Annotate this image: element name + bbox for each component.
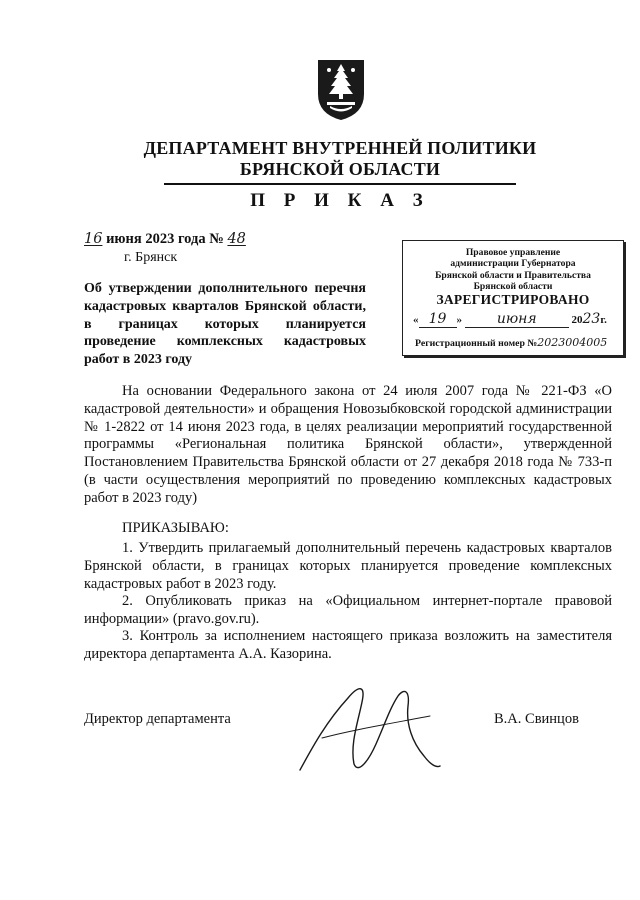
signatory-name: В.А. Свинцов (494, 711, 579, 727)
order-day: 16 (84, 231, 103, 247)
stamp-org-line4: Брянской области (473, 281, 553, 293)
order-item-2: 2. Опубликовать приказ на «Официальном интернет-портале правовой информации» (pravo.gov.ru). (84, 593, 612, 627)
stamp-reg-value: 2023004005 (537, 336, 608, 349)
stamp-quote-open: « (413, 314, 419, 326)
order-item-3: 3. Контроль за исполнением настоящего приказа возложить на заместителя директора департамента А.А. Казорина. (84, 628, 612, 662)
stamp-day: 19 (428, 311, 447, 327)
stamp-org-line1: Правовое управление (465, 247, 561, 258)
order-title: П Р И К А З (250, 190, 430, 211)
stamp-org-line2: администрации Губернатора (450, 258, 576, 270)
order-word: ПРИКАЗЫВАЮ: (122, 520, 229, 536)
order-number: 48 (227, 231, 246, 247)
stamp-org-line3: Брянской области и Правительства (435, 269, 591, 281)
department-name-line2: БРЯНСКОЙ ОБЛАСТИ (239, 159, 441, 179)
stamp-date (413, 311, 621, 328)
signature-icon (292, 678, 442, 778)
order-city: г. Брянск (124, 250, 178, 265)
stamp-reg-label: Регистрационный номер № (415, 338, 538, 349)
department-name-line1: ДЕПАРТАМЕНТ ВНУТРЕННЕЙ ПОЛИТИКИ (143, 138, 537, 158)
stamp-registered: ЗАРЕГИСТРИРОВАНО (436, 292, 590, 307)
stamp-quote-close: » (456, 314, 462, 326)
order-subject: Об утверждении дополнительного перечня кадастровых кварталов Брянской области, в границах которых планируется проведение комплексных кадастровых работ в 2023 году (84, 281, 366, 368)
stamp-organization (403, 247, 623, 293)
registration-stamp (402, 240, 624, 356)
order-date-text: июня 2023 года № (102, 231, 228, 247)
stamp-year-suffix: 23 (582, 311, 601, 327)
header-divider (164, 183, 516, 185)
stamp-year-unit: г. (600, 314, 607, 326)
order-date-line (84, 231, 246, 248)
stamp-reg-number (415, 336, 621, 349)
stamp-month: июня (496, 311, 537, 327)
order-item-1: 1. Утвердить прилагаемый дополнительный перечень кадастровых кварталов Брянской области, в границах которых планируется проведение комплексных кадастровых работ в 2023 году. (84, 540, 612, 592)
stamp-year-prefix: 20 (571, 314, 583, 326)
signatory-role: Директор департамента (84, 711, 231, 727)
preamble-paragraph: На основании Федерального закона от 24 июля 2007 года № 221-ФЗ «О кадастровой деятельности» и обращения Новозыбковской городской администрации № 1-2822 от 14 июня 2023 года, в целях реализации мероприятий государственной программы «Региональная политика Брянской области», утвержденной Постановлением Правительства Брянской области от 27 декабря 2018 года № 733-п (в части осуществления мероприятий по проведению комплексных кадастровых работ в 2023 году) (84, 383, 612, 506)
coat-of-arms-icon (316, 58, 366, 122)
